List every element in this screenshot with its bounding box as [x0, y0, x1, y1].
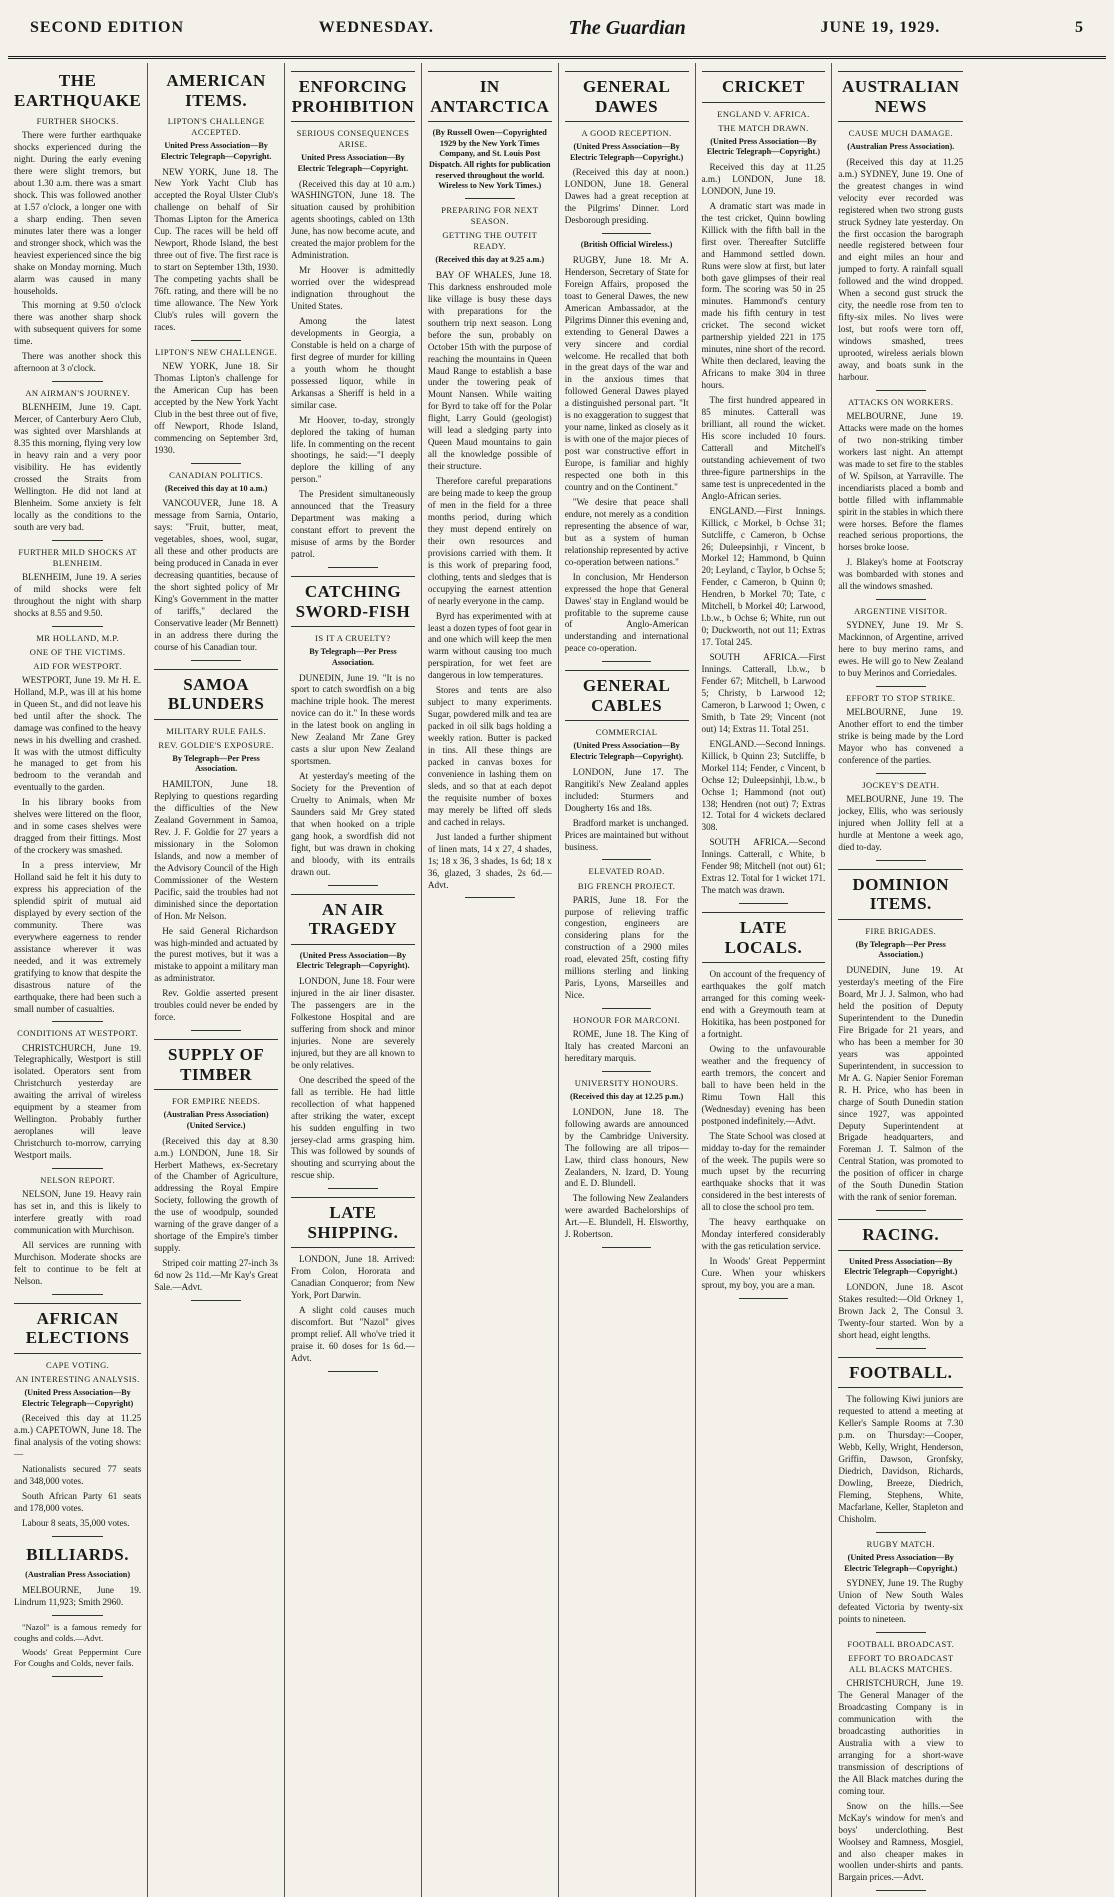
story-subheading: ARGENTINE VISITOR.: [854, 606, 948, 617]
story-paragraph: (Received this day at noon.) LONDON, June 18. General Dawes had a great reception at the Pilgrims' Dinner. Lord Desborough presiding.: [564, 167, 689, 226]
story-subheading: EFFORT TO STOP STRIKE.: [846, 693, 956, 704]
story-paragraph: Owing to the unfavourable weather and the frequency of earth tremors, the concert and ball to have been held in the Rimu Town Hall this (Wednesday) evening has been postponed indefinitely.—Advt.: [701, 1043, 826, 1126]
story-paragraph: DUNEDIN, June 19. "It is no sport to catch swordfish on a big machine triple hook. The merest novice can do it." In these words in the latest book on angling in New Zealand Mr Zane Grey casts a slur upon New Zealand sportsmen.: [291, 672, 415, 767]
story-subheading: FOR EMPIRE NEEDS.: [171, 1096, 261, 1107]
story-paragraph: Woods' Great Peppermint Cure For Coughs and Colds, never fails.: [14, 1647, 142, 1669]
news-story: [565, 670, 689, 860]
story-paragraph: Labour 8 seats, 35,000 votes.: [22, 1517, 130, 1528]
story-subheading: FURTHER SHOCKS.: [36, 116, 119, 127]
section-divider: [876, 1210, 926, 1211]
section-divider: [876, 1890, 926, 1891]
section-divider: [52, 1021, 103, 1022]
story-paragraph: The first hundred appeared in 85 minutes. Catterall was brilliant, all round the wicket. His score included 10 fours. Catterall and Mitchell's outstanding achievement of two three-figure partnerships in the same test is unprecedented in the Anglo-African series.: [701, 395, 826, 501]
story-paragraph: Just landed a further shipment of linen mats, 14 x 27, 4 shades, 1s; 18 x 36, 3 shades, 1s 6d; 18 x 36, glazed, 3 shades, 2s 6d.—Advt.: [427, 831, 552, 890]
news-story: [565, 240, 689, 662]
news-story: [154, 347, 278, 464]
story-subheading: CONDITIONS AT WESTPORT.: [17, 1028, 139, 1039]
story-paragraph: PARIS, June 18. For the purpose of relieving traffic congestion, engineers are considering plans for the construction of a 2900 miles road, elevated 25ft, costing fifty millions sterling and linking Paris, Lyons, Marseilles and Nice.: [564, 894, 689, 1001]
news-story: [838, 1639, 963, 1891]
section-divider: [191, 340, 241, 341]
story-paragraph: "Nazol" is a famous remedy for coughs and colds.—Advt.: [14, 1621, 142, 1644]
news-story: [14, 388, 141, 541]
section-divider: [52, 1536, 103, 1537]
press-credit: (United Press Association—By Electric Telegraph—Copyright.): [569, 142, 684, 162]
story-subheading: HONOUR FOR MARCONI.: [573, 1015, 681, 1026]
story-paragraph: The following Kiwi juniors are requested to attend a meeting at Keller's Sample Rooms at 7.30 p.m. on Thursday:—Cooper, Webb, Kelly, Wright, Henderson, Griffin, Dawson, Gronfsky, Diedrich, Davidson, Richards, Dowling, Breeze, Diedrich, Fleming, Stephens, White, Macfarlane, Keller, Stapleton and Chisholm.: [838, 1394, 964, 1524]
news-story: [14, 71, 141, 382]
story-subheading: BIG FRENCH PROJECT.: [577, 880, 676, 891]
story-paragraph: He said General Richardson was high-minded and actuated by the purest motives, but it was a mistake to appoint a military man as administrator.: [154, 925, 279, 984]
story-paragraph: Nationalists secured 77 seats and 348,000 votes.: [14, 1464, 142, 1486]
story-subheading: RUGBY MATCH.: [866, 1538, 935, 1549]
press-credit: (Received this day at 12.25 p.m.): [569, 1092, 684, 1102]
section-divider: [876, 1532, 926, 1533]
news-story: [838, 869, 963, 1212]
story-paragraph: Received this day at 11.25 a.m.) LONDON, June 18. LONDON, June 19.: [701, 161, 826, 196]
story-paragraph: SOUTH AFRICA.—First Innings. Catterall, l.b.w., b Fender 67; Mitchell, b Larwood 5; Christy, b Larwood 12; Cameron, b Larwood 1; Owen, c Smith, b Tate 29; Vincent (not out) 14; Extras 11. Total 251.: [701, 652, 826, 734]
story-paragraph: Among the latest developments in Georgia, a Constable is held on a charge of first degree of murder for killing a youth whom he thought possessed liquor, while in Arkansas a Sheriff is held in a similar case.: [291, 315, 415, 410]
press-credit: United Press Association—By Electric Telegraph—Copyright.: [297, 153, 409, 173]
press-credit: (United Press Association—By Electric Telegraph—Copyright).: [569, 741, 684, 762]
news-story: [154, 470, 278, 661]
story-paragraph: Mr Hoover is admittedly worried over the widespread indignation throughout the United States.: [291, 265, 415, 312]
page-number: 5: [1074, 19, 1084, 36]
news-story: [14, 547, 141, 627]
story-paragraph: CHRISTCHURCH, June 19. The General Manager of the Broadcasting Company is in communication with the broadcasting authorities in Australia with a view to arranging for a short-wave transmission of descriptions of the All Black matches during the coming tour.: [838, 1678, 964, 1796]
story-headline: AMERICAN ITEMS.: [166, 71, 266, 110]
story-subheading: UNIVERSITY HONOURS.: [574, 1078, 679, 1089]
news-story: [838, 693, 963, 774]
story-subheading: A GOOD RECEPTION.: [581, 128, 672, 139]
section-divider: [191, 463, 241, 464]
story-paragraph: Byrd has experimented with at least a dozen types of foot gear in and one which will keep the men warm without causing too much perspiration, for wet feet are dangerous in low temperatures.: [427, 610, 552, 681]
story-paragraph: ROME, June 18. The King of Italy has created Marconi an hereditary marquis.: [564, 1029, 689, 1064]
story-paragraph: J. Blakey's home at Footscray was bombarded with stones and all the windows smashed.: [838, 557, 964, 592]
news-story: [154, 71, 278, 341]
press-credit: United Press Association—By Electric Telegraph—Copyright.): [844, 1256, 958, 1277]
story-paragraph: LONDON, June 18. Ascot Stakes resulted:—Old Orkney 1, Brown Jack 2, The Consul 3. Twenty-four started. Won by a short head, eight lengths.: [838, 1282, 964, 1340]
story-paragraph: LONDON, June 18. Arrived: From Colon, Hororata and Canadian Conqueror; from New York, Port Darwin.: [291, 1254, 415, 1301]
section-divider: [876, 1348, 926, 1349]
section-divider: [52, 381, 103, 382]
section-divider: [328, 885, 378, 886]
story-subheading: CANADIAN POLITICS.: [169, 469, 264, 480]
story-paragraph: SOUTH AFRICA.—Second Innings. Catterall, c White, b Fender 98; Mitchell (not out) 61; Extras 12. Total for 1 wicket 171. The match was drawn.: [701, 837, 826, 896]
press-credit: (United Press Association—By Electric Telegraph—Copyright.): [844, 1552, 958, 1573]
story-paragraph: LONDON, June 18. Four were injured in the air liner disaster. The passengers are in the Folkestone Hospital and are suffering from shock and minor injuries. None are severely injured, but they are all known to be only relatives.: [291, 976, 415, 1070]
story-subheading: ENGLAND V. AFRICA.: [717, 108, 810, 119]
press-credit: By Telegraph—Per Press Association.: [172, 753, 260, 774]
story-subheading: FOOTBALL BROADCAST.: [847, 1639, 955, 1650]
section-divider: [602, 1247, 652, 1248]
story-subheading: AN INTERESTING ANALYSIS.: [15, 1373, 140, 1384]
story-paragraph: A slight cold causes much discomfort. But "Nazol" gives prompt relief. All who've tried it praise it. 60 doses for 1s 6d.—Advt.: [291, 1305, 415, 1364]
section-divider: [52, 1615, 103, 1616]
news-story: [838, 71, 963, 391]
story-paragraph: RUGBY, June 18. Mr A. Henderson, Secretary of State for Foreign Affairs, proposed the toast to General Dawes, the new American Ambassador, at the Pilgrims Dinner this evening and, extending to General Dawes a very sincere and cordial welcome. He recalled that both in the great days of the war and in the anxious times that followed General Dawes played a distinguished personal part. "It is no exaggeration to suggest that your name, linked as closely as it is with one of the major pieces of post war constructive effort in Europe, is familiar and highly respected one both in this country and on the Continent.": [564, 254, 689, 492]
story-paragraph: BLENHEIM, June 19. A series of mild shocks were felt throughout the night with sharp shocks at 8.55 and 9.50.: [14, 571, 142, 618]
news-story: [565, 71, 689, 234]
story-paragraph: In conclusion, Mr Henderson expressed the hope that General Dawes' stay in England would be profitable to the supreme cause of Anglo-American understanding and international peace co-operation.: [564, 571, 689, 654]
section-divider: [52, 626, 103, 627]
news-story: [14, 1303, 141, 1537]
section-divider: [52, 540, 103, 541]
story-paragraph: Bradford market is unchanged. Prices are maintained but without business.: [564, 817, 689, 852]
section-divider: [602, 1008, 652, 1009]
story-subheading: ONE OF THE VICTIMS.: [29, 646, 126, 657]
columns-container: [8, 63, 1106, 1883]
story-headline: DOMINION ITEMS.: [838, 869, 963, 920]
story-headline: RACING.: [838, 1219, 963, 1251]
section-divider: [191, 660, 241, 661]
section-divider: [602, 661, 652, 662]
story-paragraph: (Received this day at 10 a.m.) WASHINGTON, June 18. The situation caused by prohibition agents shootings, cabled on 13th June, has now become acute, and created the major problem for the Administration.: [291, 178, 415, 261]
story-paragraph: The President simultaneously announced that the Treasury Department was making a constant effort to prevent the misuse of arms by the Border patrol.: [291, 489, 415, 560]
news-story: [565, 1015, 689, 1072]
story-subheading: FIRE BRIGADES.: [865, 925, 937, 936]
story-paragraph: BLENHEIM, June 19. Capt. Mercer, of Canterbury Aero Club, was sighted over Marshlands at 8.35 this morning, flying very low in heavy rain and a very poor visibility. He has evidently crossed the Straits from Wellington. He did not land at Blenheim. Some anxiety is felt locally as the conditions to the south are very bad.: [14, 402, 142, 532]
news-story: [702, 71, 826, 904]
story-headline: FOOTBALL.: [838, 1357, 963, 1389]
story-paragraph: The heavy earthquake on Monday interfered considerably with the gas reticulation service.: [701, 1217, 826, 1252]
story-paragraph: LONDON, June 18. The following awards are announced by the Cambridge University. The following are all tripos—Law, third class honours, New Zealanders, N. Izard, D. Young and E. D. Blundell.: [564, 1106, 689, 1189]
story-subheading: REV. GOLDIE'S EXPOSURE.: [158, 739, 274, 750]
story-headline: THE EARTHQUAKE: [14, 71, 142, 110]
story-paragraph: At yesterday's meeting of the Society for the Prevention of Cruelty to Animals, when Mr Saunders said Mr Grey stated that when hooked on a triple gang hook, a swordfish did not fight, but was drawn in choking and bloody, with its entrails drawn out.: [291, 771, 415, 877]
section-divider: [328, 567, 378, 568]
story-subheading: SERIOUS CONSEQUENCES ARISE.: [296, 128, 410, 150]
story-paragraph: (Received this day at 8.30 a.m.) LONDON, June 18. Sir Herbert Mathews, ex-Secretary of the Chamber of Agriculture, addressing the Royal Empire Society, following the growth of the use of woodpulp, sounded warning of the grave danger of a shortage of the Empire's timber supply.: [154, 1135, 279, 1254]
paper-title: The Guardian: [568, 16, 686, 39]
story-headline: CATCHING SWORD-FISH: [291, 576, 415, 627]
news-story: [838, 397, 963, 600]
press-credit: (Australian Press Association).: [847, 142, 955, 152]
news-story: [291, 71, 415, 568]
story-subheading: COMMERCIAL: [595, 727, 658, 738]
press-credit: By Telegraph—Per Press Association.: [309, 647, 397, 667]
story-paragraph: On account of the frequency of earthquakes the golf match arranged for this coming week-end with a Greymouth team at Hokitika, has been postponed for a fortnight.: [701, 969, 826, 1039]
story-paragraph: WESTPORT, June 19. Mr H. E. Holland, M.P., was ill at his home in Queen St., and did not leave his bed until after the shock. The damage was confined to the heavy news in his dwelling and crashed. It was with the utmost difficulty he managed to get from his bedroom to the verandah and eventually to the garden.: [14, 674, 142, 793]
story-paragraph: There was another shock this afternoon at 3 o'clock.: [14, 351, 142, 374]
story-headline: SUPPLY OF TIMBER: [154, 1039, 278, 1090]
news-story: [838, 1357, 963, 1533]
story-headline: CRICKET: [702, 71, 826, 103]
section-divider: [191, 1030, 241, 1031]
section-divider: [876, 390, 926, 391]
story-subheading: LIPTON'S CHALLENGE ACCEPTED.: [167, 116, 265, 138]
story-subheading: PREPARING FOR NEXT SEASON.: [441, 205, 539, 227]
story-paragraph: Rev. Goldie asserted present troubles could never be ended by force.: [154, 988, 279, 1023]
story-paragraph: "We desire that peace shall endure, not merely as a condition representing the absence of war, but as a system of human relationship represented by active co-operation between nations.": [564, 496, 689, 567]
story-subheading: ATTACKS ON WORKERS.: [848, 396, 954, 407]
story-paragraph: CHRISTCHURCH, June 19. Telegraphically, Westport is still isolated. Operators sent from Christchurch yesterday are awaiting the arrival of wireless equipment by a steamer from Wellington. Probably further aeroplanes will leave Christchurch to-morrow, carrying Westport mails.: [14, 1042, 142, 1161]
story-paragraph: LONDON, June 17. The Rangitiki's New Zealand apples included: Sturmers and Dougherty 16s and 18s.: [564, 766, 689, 813]
section-divider: [602, 233, 652, 234]
story-paragraph: This morning at 9.50 o'clock there was another sharp shock with subsequent quivers for some time.: [14, 300, 142, 347]
story-subheading: MILITARY RULE FAILS.: [166, 725, 266, 736]
story-paragraph: (Received this day at 11.25 a.m.) CAPETOWN, June 18. The final analysis of the voting shows:—: [14, 1413, 142, 1460]
section-divider: [191, 1300, 241, 1301]
story-paragraph: MELBOURNE, June 19. Lindrum 11,923; Smith 2960.: [14, 1585, 142, 1607]
news-story: [154, 669, 278, 1032]
story-paragraph: South African Party 61 seats and 178,000 votes.: [14, 1490, 142, 1513]
news-story: [291, 1197, 415, 1372]
news-story: [838, 780, 963, 861]
news-story: [838, 1539, 963, 1633]
story-headline: LATE LOCALS.: [702, 912, 826, 963]
news-story: [154, 1039, 278, 1301]
story-headline: AUSTRALIAN NEWS: [838, 71, 963, 122]
story-headline: IN ANTARCTICA: [428, 71, 552, 122]
news-story: [14, 633, 141, 1023]
story-paragraph: A dramatic start was made in the test cricket, Quinn bowling Killick with the fifth ball in the first over. Thereafter Sutcliffe and Hammond settled down. Runs were slow at first, but later both gave glimpses of their real form. The scoring was 50 in 25 minutes. Hammond's century made his fifth century in test cricket. The second wicket partnership yielded 221 in 175 minutes, nine short of the record. White then declared, leaving the Africans to make 304 in three hours.: [701, 200, 826, 391]
story-subheading: MR HOLLAND, M.P.: [36, 632, 119, 643]
story-paragraph: All services are running with Murchison. Moderate shocks are felt to continue to be felt at Nelson.: [14, 1239, 142, 1286]
press-credit: (Received this day at 9.25 a.m.): [435, 255, 545, 265]
story-paragraph: In his library books from shelves were littered on the floor, and in some cases shelves were dragged from their fittings. Most of the crockery was smashed.: [14, 797, 142, 856]
story-subheading: THE MATCH DRAWN.: [718, 122, 809, 133]
story-paragraph: NEW YORK, June 18. The New York Yacht Club has accepted the Royal Ulster Club's challenge on behalf of Sir Thomas Lipton for the America Cup. The races will be held off Newport, Rhode Island, the best three out of five. The first race is to start on September 13th, 1930. The competing yachts shall be 76ft. rating, and there will be no time allowance. The New York Club's rules will govern the races.: [154, 166, 279, 332]
news-story: [291, 894, 415, 1190]
section-divider: [876, 1632, 926, 1633]
story-paragraph: MELBOURNE, June 19. The jockey, Ellis, who was seriously injured when Jollity fell at a hurdle at Mentone a week ago, died to-day.: [838, 793, 964, 852]
story-subheading: NELSON REPORT.: [40, 1175, 116, 1186]
story-paragraph: NEW YORK, June 18. Sir Thomas Lipton's challenge for the American Cup has been accepted by the New York Yacht Club in the best three out of five, off Newport, Rhode Island, commencing on September 3rd, 1930.: [154, 360, 279, 455]
date-label: JUNE 19, 1929.: [820, 19, 941, 36]
press-credit: (British Official Wireless.): [580, 240, 673, 250]
story-paragraph: Mr Hoover, to-day, strongly deplored the taking of human life. In commenting on the recent shootings, he said:—"I deeply deplore the killing of any person.": [291, 414, 415, 485]
press-credit: (Australian Press Association): [25, 1570, 131, 1580]
story-paragraph: BAY OF WHALES, June 18. This darkness enshrouded mole like village is busy these days with preparations for the southern trip next season. Long before the sun, probably on October 15th with the purpose of reaching the mountains in Queen Maud Range to establish a base under the towering peak of Mount Nansen. While waiting for Byrd to take off for the Polar flight, Larry Gould (geologist) will lead a sledging party into Queen Maud mountains to gain all the knowledge possible of their structure.: [427, 269, 552, 472]
news-story: [14, 1028, 141, 1169]
story-paragraph: MELBOURNE, June 19. Another effort to end the timber strike is being made by the Lord Mayor who has convened a conference of the parties.: [838, 707, 964, 765]
edition-label: SECOND EDITION: [30, 19, 185, 36]
section-divider: [328, 1188, 378, 1189]
story-headline: GENERAL CABLES: [565, 670, 689, 721]
advertisement: [14, 1622, 141, 1677]
story-paragraph: VANCOUVER, June 18. A message from Sarnia, Ontario, says: "Fruit, butter, meat, vegetables, shoes, wool, sugar, all these and other products are being produced in Canada in ever decreasing quantities, because of the short sighted policy of Mr King's Government in the matter of tariffs," declared the Conservative leader (Mr Bennett) in an address there during the course of his Canadian tour.: [154, 498, 279, 652]
story-headline: LATE SHIPPING.: [291, 1197, 415, 1248]
story-paragraph: The State School was closed at midday to-day for the remainder of the week. The pupils were so much upset by the recurring earthquake shocks that it was considered in the best interests of all to close the school pro tem.: [701, 1130, 826, 1213]
story-subheading: GETTING THE OUTFIT READY.: [442, 230, 538, 252]
column: [422, 63, 559, 1897]
story-subheading: AID FOR WESTPORT.: [33, 660, 122, 671]
section-divider: [465, 897, 515, 898]
section-divider: [739, 1298, 789, 1299]
press-credit: (By Russell Owen—Copyrighted 1929 by the New York Times Company, and St. Louis Post Dispatch. All rights for publication reserved throughout the world. Wireless to New York Times.): [429, 128, 551, 191]
story-paragraph: ENGLAND.—First Innings. Killick, c Morkel, b Ochse 31; Sutcliffe, c Cameron, b Ochse 26; Duleepsinhji, r Vincent, b Morkel 12; Hammond, b Quinn 20; Leyland, c Taylor, b Ochse 5; Fender, c Cameron, b Quinn 0; Hendren, b Morkel 70; Tate, c Mitchell, b Morkel 40; Larwood, l.b.w., b Ochse 6; White, run out 0; Duckworth, not out 11; Extras 17. Total 245.: [701, 505, 826, 648]
story-paragraph: Stores and tents are also subject to many experiments. Sugar, powdered milk and tea are packed in oil silk bags holding a weekly ration. Butter is packed in tins. All these things are packed in canvas boxes for convenience in lashing them on sleds, and so that at each depot the requisite number of boxes may merely be lifted off sleds and cached in relays.: [427, 685, 552, 827]
story-paragraph: HAMILTON, June 18. Replying to questions regarding the difficulties of the New Zealand Government in Samoa, Rev. J. F. Goldie for 27 years a missionary in the Solomon Islands, and now a member of the Advisory Council of the High Commissioner of the Western Pacific, said the troubles had not diminished since the deportation of Hon. Mr Nelson.: [154, 779, 279, 921]
news-story: [428, 71, 552, 199]
column: [559, 63, 696, 1897]
section-divider: [876, 686, 926, 687]
column: [696, 63, 833, 1897]
story-paragraph: Striped coir matting 27-inch 3s 6d now 2s 11d.—Mr Kay's Great Sale.—Advt.: [154, 1258, 279, 1293]
story-subheading: CAPE VOTING.: [46, 1359, 110, 1370]
section-divider: [739, 903, 789, 904]
column: [832, 63, 969, 1897]
story-paragraph: The following New Zealanders were awarded Bachelorships of Art.—E. Blundell, H. Elsworthy, J. Robertson.: [564, 1193, 689, 1240]
story-subheading: FURTHER MILD SHOCKS AT BLENHEIM.: [18, 546, 137, 568]
press-credit: (By Telegraph—Per Press Association.): [855, 939, 946, 960]
story-paragraph: NELSON, June 19. Heavy rain has set in, and this is likely to interfere greatly with road communication with Murchison.: [14, 1189, 142, 1235]
section-divider: [52, 1168, 103, 1169]
story-subheading: AN AIRMAN'S JOURNEY.: [25, 388, 130, 399]
news-story: [702, 912, 826, 1299]
column: [148, 63, 285, 1897]
press-credit: (Australian Press Association) (United Service.): [163, 1110, 269, 1130]
section-divider: [465, 198, 515, 199]
story-subheading: CAUSE MUCH DAMAGE.: [848, 128, 953, 139]
story-paragraph: Snow on the hills.—See McKay's window for men's and boys' underclothing. Best Woolsey and Ramness, Mosgiel, and also cheaper makes in woollen under-shirts and pants. Bargain prices.—Advt.: [838, 1800, 964, 1883]
story-paragraph: MELBOURNE, June 19. Attacks were made on the homes of two non-striking timber workers last night. An attempt was made to set fire to the stables of W. Spilson, at Yarraville. The incendiarists placed a bomb and bottle filled with inflammable spirit in the stables in which there were horses. Before the flames reached serious proportions, the horses broke loose.: [838, 410, 964, 553]
section-divider: [602, 1071, 652, 1072]
story-headline: ENFORCING PROHIBITION: [291, 71, 415, 122]
story-subheading: EFFORT TO BROADCAST ALL BLACKS MATCHES.: [848, 1653, 954, 1675]
news-story: [838, 1219, 963, 1349]
story-headline: AN AIR TRAGEDY: [291, 894, 415, 945]
story-paragraph: DUNEDIN, June 19. At yesterday's meeting of the Fire Board, Mr J. J. Salmon, who had held the position of Deputy Superintendent to the Dunedin Fire Brigade for 21 years, and who has been a member for 30 years was appointed Superintendent, in succession to Mr A. G. Napier Senior Foreman R. H. Price, who has been in charge of South Dunedin station since 1927, was appointed Deputy Superintendent at Brigade headquarters, and Foreman J. T. Salmon of the Central Station, was promoted to the position of officer in charge of the South Dunedin Station with the rank of senior foreman.: [838, 965, 964, 1203]
press-credit: (Received this day at 10 a.m.): [164, 483, 268, 493]
section-divider: [52, 1294, 103, 1295]
story-subheading: JOCKEY'S DEATH.: [862, 779, 940, 790]
story-paragraph: In a press interview, Mr Holland said he felt it his duty to express his appreciation of the splendid spirit of mutual aid displayed by every section of the community. There was everywhere eagerness to render assistance wherever it was needed, and it was extremely gratifying to know that despite the disastrous nature of the earthquake, there had been such a small number of casualties.: [14, 860, 142, 1014]
masthead: [8, 0, 1106, 59]
story-paragraph: SYDNEY, June 19. The Rugby Union of New South Wales defeated Victoria by twenty-six points to nineteen.: [838, 1578, 964, 1625]
section-divider: [328, 1371, 378, 1372]
day-label: WEDNESDAY.: [318, 19, 434, 36]
story-paragraph: ENGLAND.—Second Innings. Killick, b Quinn 23; Sutcliffe, b Morkel 114; Fender, c Vincent, b Ochse 12; Duleepsinhji, l.b.w., b Ochse 1; Hammond (not out) 138; Hendren (not out) 7; Extras 12. Total for 4 wickets declared 308.: [701, 738, 826, 833]
section-divider: [876, 599, 926, 600]
section-divider: [876, 860, 926, 861]
section-divider: [876, 773, 926, 774]
column: [285, 63, 422, 1897]
column: [8, 63, 148, 1897]
press-credit: United Press Association—By Electric Telegraph—Copyright.: [160, 141, 272, 161]
story-paragraph: (Received this day at 11.25 a.m.) SYDNEY, June 19. One of the greatest changes in wind velocity ever recorded was registered when two strong gusts struck Sydney late yesterday. On the first occasion the barograph needle registered between four and eight miles an hour and jumped to forty. A rainfall squall followed and the wind dropped. When a second gust struck the city, the needle rose from ten to fifty-six miles. No lives were lost, but roofs were torn off, windows smashed, trees uprooted, wireless aerials blown away, and boats sunk in the harbour.: [838, 156, 964, 382]
news-story: [14, 1175, 141, 1295]
story-subheading: ELEVATED ROAD.: [588, 866, 665, 877]
story-subheading: IS IT A CRUELTY?: [315, 633, 391, 644]
story-headline: BILLIARDS.: [26, 1544, 129, 1564]
story-paragraph: One described the speed of the fall as terrible. He had little recollection of what happened after striking the water, except his sudden engulfing in two jersey-clad arms grasping him. This was followed by sounds of shouting and scurrying about the rescue ship.: [291, 1074, 415, 1181]
story-headline: AFRICAN ELECTIONS: [14, 1303, 141, 1354]
story-paragraph: In Woods' Great Peppermint Cure. When your whiskers sprout, my boy, you are a man.: [701, 1256, 826, 1291]
news-story: [291, 576, 415, 886]
section-divider: [602, 859, 652, 860]
news-story: [14, 1545, 141, 1616]
press-credit: (United Press Association—By Electric Telegraph—Copyright).: [296, 950, 410, 971]
story-headline: SAMOA BLUNDERS: [154, 669, 278, 720]
news-story: [838, 606, 963, 687]
story-headline: GENERAL DAWES: [565, 71, 689, 122]
news-story: [428, 205, 552, 898]
press-credit: (United Press Association—By Electric Telegraph—Copyright): [22, 1387, 134, 1408]
press-credit: (United Press Association—By Electric Telegraph—Copyright.): [706, 136, 821, 157]
story-paragraph: SYDNEY, June 19. Mr S. Mackinnon, of Argentine, arrived here to buy merino rams, and ewes. He will go to New Zealand to buy Merinos and Corriedales.: [838, 620, 964, 679]
news-story: [565, 866, 689, 1009]
story-paragraph: Therefore careful preparations are being made to keep the group of men in the field for a three months period, during which they must depend entirely on their own resources and provisions carried with them. It is this work of preparing food, clothing, tents and sledges that is occupying the earnest attention of nearly everyone in the camp.: [427, 476, 552, 606]
news-story: [565, 1078, 689, 1248]
story-subheading: LIPTON'S NEW CHALLENGE.: [155, 346, 278, 357]
story-paragraph: There were further earthquake shocks experienced during the night. During the early evening there were slight tremors, but about 1.30 a.m. there was a smart shock. This was followed another at 1.57 o'clock, a longer one with a sharp ending. Then seven minutes later there was a longer and stronger shock, which was the heaviest experienced since the big shake on Monday morning. Much alarm was caused in many households.: [14, 130, 142, 296]
section-divider: [52, 1676, 103, 1677]
